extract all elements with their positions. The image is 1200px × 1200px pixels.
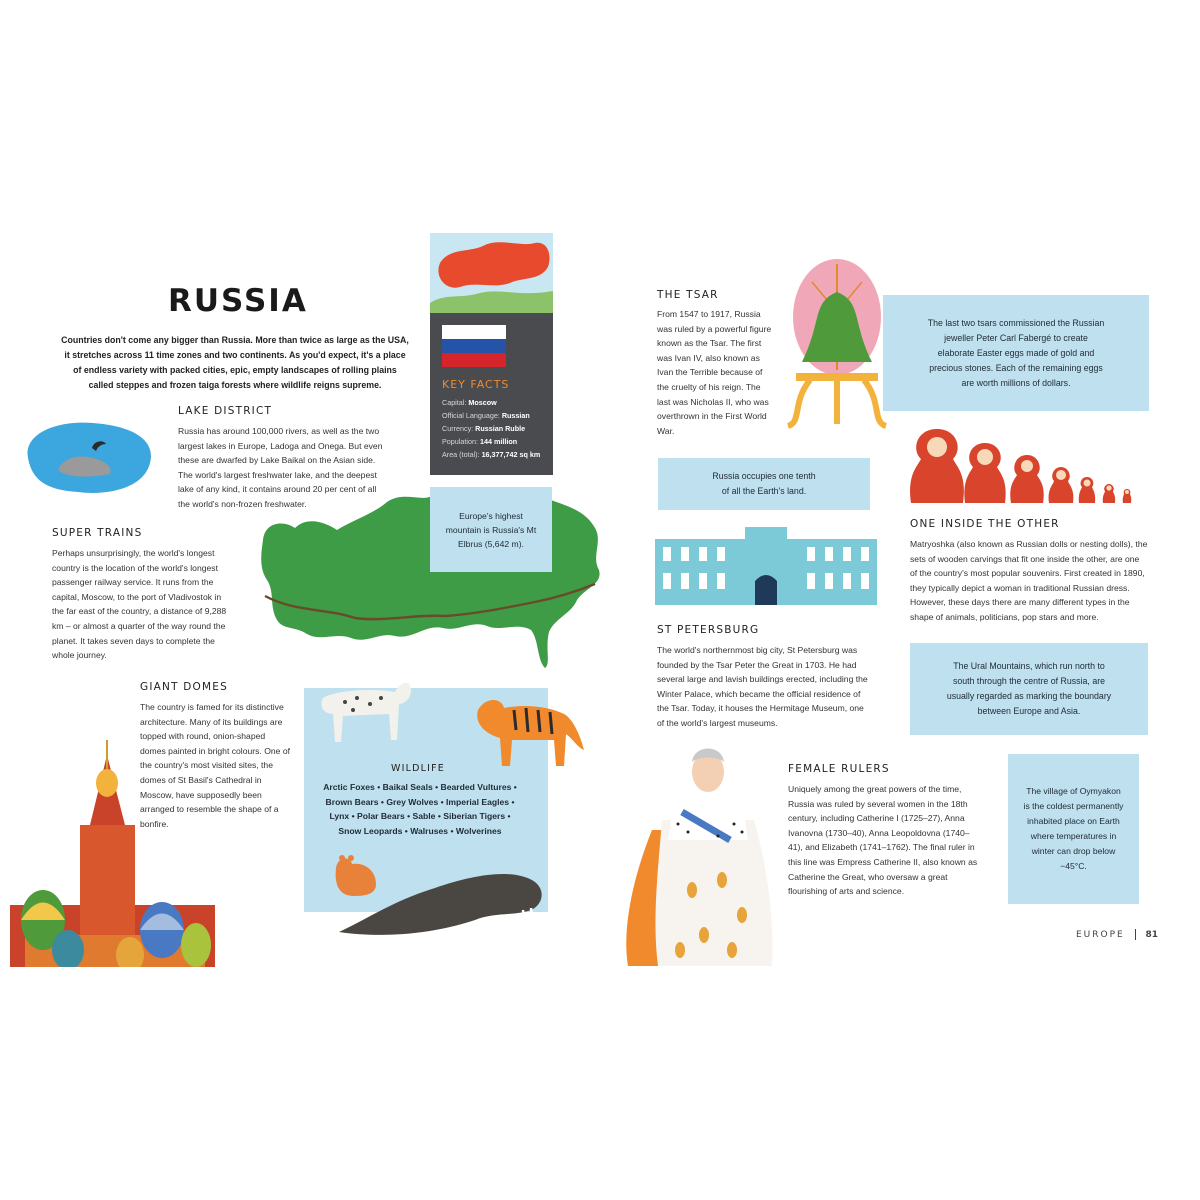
st-petersburg-heading: ST PETERSBURG xyxy=(657,624,760,636)
page-title: RUSSIA xyxy=(168,283,308,319)
key-fact-row: Area (total): 16,377,742 sq km xyxy=(442,450,541,459)
wildlife-heading: WILDLIFE xyxy=(391,763,445,774)
tsar-text: From 1547 to 1917, Russia was ruled by a powerful figure known as the Tsar. The first was Ivan IV, also known as Ivan the Terrible because of the cruelty of his reign. The last was Nicholas II, who was overthrown in the First World War. xyxy=(657,309,772,436)
footer-divider xyxy=(1135,929,1136,940)
earth-land-fact-box: Russia occupies one tenth of all the Earth's land. xyxy=(658,458,870,510)
page-footer xyxy=(1076,929,1158,940)
female-rulers-text: Uniquely among the great powers of the time, Russia was ruled by several women in the 18th century, including Catherine I (1725–27), Anna Ivanovna (1730–40), Anna Leopoldovna (1740–41), and Elizabeth (1741–1762). The final ruler in this line was Empress Catherine II, also known as Catherine the Great, who oversaw a great flourishing of arts and science. xyxy=(788,784,978,897)
russian-flag-icon xyxy=(442,325,506,367)
catherine-the-great-icon xyxy=(622,740,782,966)
wildlife-list: Arctic Foxes • Baikal Seals • Bearded Vultures • Brown Bears • Grey Wolves • Imperial Eagles • Lynx • Polar Bears • Sable • Siberian Tigers • Snow Leopards • Walruses • Wolverines xyxy=(323,782,517,836)
faberge-egg-icon xyxy=(782,252,892,430)
super-trains-heading: SUPER TRAINS xyxy=(52,527,143,539)
urals-fact-box: The Ural Mountains, which run north to south through the centre of Russia, are usually regarded as marking the boundary between Europe and Asia. xyxy=(910,643,1148,735)
right-page xyxy=(600,0,1200,1200)
siberian-tiger-icon xyxy=(468,690,586,770)
female-rulers-heading: FEMALE RULERS xyxy=(788,763,890,775)
lake-district-heading: LAKE DISTRICT xyxy=(178,405,273,417)
st-petersburg-text: The world's northernmost big city, St Petersburg was founded by the Tsar Peter the Great in 1703. He had several large and lavish buildings erected, including the Winter Palace, which became the official residence of the Tsar. Today, it houses the Hermitage Museum, one of the world's largest museums. xyxy=(657,645,868,728)
elbrus-fact-box: Europe's highest mountain is Russia's Mt Elbrus (5,642 m). xyxy=(430,487,552,572)
key-fact-row: Official Language: Russian xyxy=(442,411,530,420)
key-fact-row: Population: 144 million xyxy=(442,437,518,446)
key-fact-row: Capital: Moscow xyxy=(442,398,497,407)
walrus-icon xyxy=(335,860,553,940)
footer-section-label: EUROPE xyxy=(1076,930,1125,940)
lake-baikal-icon xyxy=(18,418,158,498)
footer-page-number: 81 xyxy=(1145,930,1159,940)
matryoshka-dolls-icon xyxy=(907,425,1135,505)
st-basils-cathedral-icon xyxy=(10,735,215,967)
snow-leopard-icon xyxy=(315,670,415,750)
giant-domes-heading: GIANT DOMES xyxy=(140,681,228,693)
dolls-text: Matryoshka (also known as Russian dolls or nesting dolls), the sets of wooden carvings that fit one inside the other, are one of the country's most popular souvenirs. First created in 1890, they typically depict a woman in traditional Russian dress. However, these days there are many different types in the shape of animals, politicians, pop stars and more. xyxy=(910,539,1148,622)
intro-paragraph: Countries don't come any bigger than Russia. More than twice as large as the USA, it stretches across 11 time zones and two continents. As you'd expect, it's a place of endless variety with packed cities, epic, empty landscapes of rolling plains called steppes and frozen taiga forests where wildlife reigns supreme. xyxy=(61,335,409,390)
tsar-heading: THE TSAR xyxy=(657,289,719,301)
key-facts-list xyxy=(442,396,540,461)
faberge-fact-box: The last two tsars commissioned the Russian jeweller Peter Carl Fabergé to create elaborate Easter eggs made of gold and precious stones. Each of the remaining eggs are worth millions of dollars. xyxy=(883,295,1149,411)
key-facts-heading: KEY FACTS xyxy=(442,378,510,391)
key-fact-row: Currency: Russian Ruble xyxy=(442,424,526,433)
super-trains-text: Perhaps unsurprisingly, the world's longest country is the location of the world's longest passenger railway service. It runs from the capital, Moscow, to the port of Vladivostok in the far east of the country, a distance of 9,288 km – or almost a quarter of the way round the planet. It takes seven days to complete the whole journey. xyxy=(52,548,227,661)
oymyakon-fact-box: The village of Oymyakon is the coldest permanently inhabited place on Earth where temperatures in winter can drop below −45°C. xyxy=(1008,754,1139,904)
dolls-heading: ONE INSIDE THE OTHER xyxy=(910,518,1060,530)
key-facts-panel xyxy=(430,233,553,475)
giant-domes-text: The country is famed for its distinctive architecture. Many of its buildings are topped with round, onion-shaped domes painted in bright colours. One of the country's most visited sites, the domes of St Basil's Cathedral in Moscow, have supposedly been arranged to resemble the shape of a bonfire. xyxy=(140,702,291,829)
world-locator-map-icon xyxy=(430,233,553,313)
winter-palace-icon xyxy=(655,525,877,605)
lake-district-text: Russia has around 100,000 rivers, as well as the two largest lakes in Europe, Ladoga and Onega. But even these are dwarfed by Lake Baikal on the Asian side. The world's largest freshwater lake, and the deepest lake of any kind, it contains around 20 per cent of all the world's non-frozen freshwater. xyxy=(178,426,383,509)
